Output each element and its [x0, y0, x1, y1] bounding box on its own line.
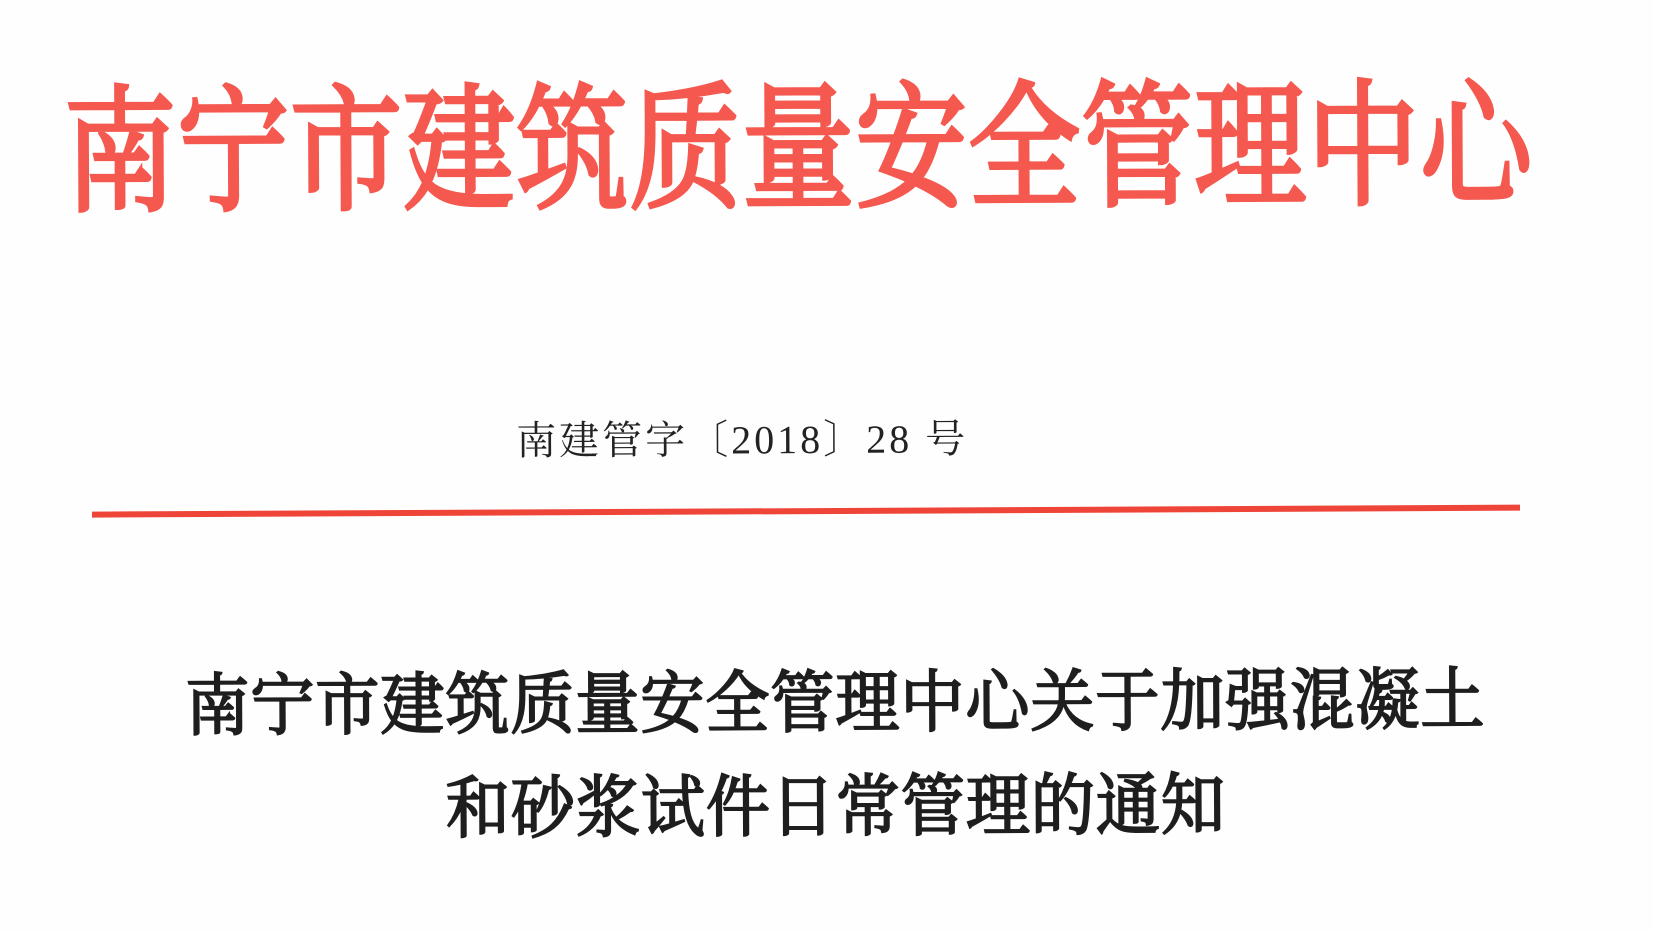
letterhead-agency-title: 南宁市建筑质量安全管理中心 — [63, 71, 1534, 231]
red-divider-rule — [92, 505, 1520, 518]
document-number: 南建管字〔2018〕28 号 — [516, 416, 969, 464]
document-title-line1: 南宁市建筑质量安全管理中心关于加强混凝土 — [185, 662, 1486, 745]
document-title — [9, 648, 1653, 864]
document-title-line2: 和砂浆试件日常管理的通知 — [445, 767, 1227, 847]
